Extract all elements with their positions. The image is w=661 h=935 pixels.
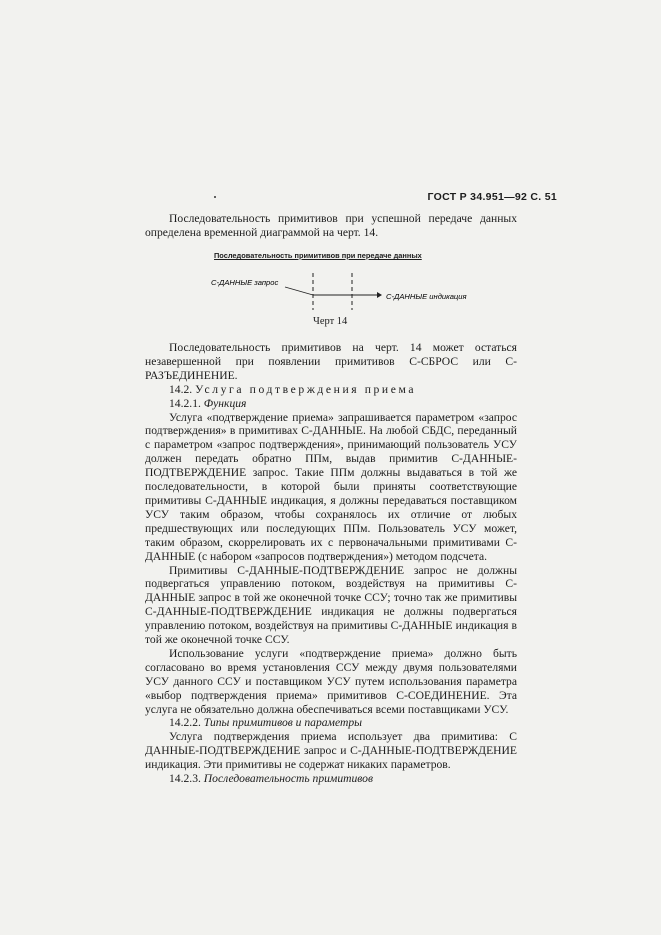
section-title: Функция [203, 396, 247, 410]
left-primitive-label: С-ДАННЫЕ запрос [211, 278, 279, 287]
function-paragraph-3: Использование услуги «подтверждение приема» должно быть согласовано во время установления ССУ между двумя пользователями УСУ данного ССУ и поставщиком УСУ путем использования параметра «выбор подтверждения приема» примитивов С-СОЕДИНЕНИЕ. Эта услуга не обязательно должна обеспечиваться всеми поставщиками УСУ. [145, 646, 517, 716]
section-number: 14.2. [169, 382, 193, 396]
timing-diagram [205, 270, 475, 315]
intro-block [145, 212, 517, 240]
types-paragraph: Услуга подтверждения приема использует два примитива: С ДАННЫЕ-ПОДТВЕРЖДЕНИЕ запрос и С-ДАННЫЕ-ПОДТВЕРЖДЕНИЕ индикация. Эти примитивы не содержат никаких параметров. [145, 730, 517, 772]
page-header: ГОСТ Р 34.951—92 С. 51 [427, 191, 557, 203]
section-number: 14.2.1. [169, 396, 201, 410]
section-14-2-heading [145, 383, 517, 397]
after-figure-paragraph: Последовательность примитивов на черт. 14 может остаться незавершенной при появлении примитивов С-СБРОС или С-РАЗЪЕДИНЕНИЕ. [145, 341, 517, 382]
body-block [145, 341, 517, 786]
section-title: Услуга подтверждения приема [195, 382, 417, 396]
figure-caption: Черт 14 [313, 316, 348, 327]
section-number: 14.2.3. [169, 772, 201, 786]
figure-title: Последовательность примитивов при передаче данных [214, 251, 422, 260]
function-paragraph-1: Услуга «подтверждение приема» запрашивается параметром «запрос подтверждения» в примитивах С-ДАННЫЕ. На любой СБДС, переданный с параметром «запрос подтверждения», принимающий пользователь УСУ должен передать обратно ППм, выдав примитив С-ДАННЫЕ-ПОДТВЕРЖДЕНИЕ запрос. Такие ППм должны выдаваться в той же последовательности, в которой были приняты соответствующие примитивы С-ДАННЫЕ индикация, я должны передаваться поставщиком УСУ таким образом, чтобы сохранялось их отличие от любых предшествующих или последующих ППм. Пользователь УСУ может, таким образом, скоррелировать их с первоначальными примитивами С-ДАННЫЕ (с набором «запросов подтверждения») методом подсчета. [145, 410, 517, 563]
speck [214, 196, 216, 198]
section-title: Последовательность примитивов [203, 772, 373, 786]
section-14-2-1-heading [145, 397, 517, 411]
arrow-head [377, 292, 382, 298]
section-14-2-2-heading [145, 716, 517, 730]
section-title: Типы примитивов и параметры [203, 716, 362, 730]
section-number: 14.2.2. [169, 716, 201, 730]
right-primitive-label: С-ДАННЫЕ индикация [386, 292, 467, 301]
intro-paragraph: Последовательность примитивов при успешной передаче данных определена временной диаграммой на черт. 14. [145, 212, 517, 239]
function-paragraph-2: Примитивы С-ДАННЫЕ-ПОДТВЕРЖДЕНИЕ запрос не должны подвергаться управлению потоком, воздействуя на примитивы С-ДАННЫЕ запрос в той же оконечной точке ССУ; точно так же примитивы С-ДАННЫЕ-ПОДТВЕРЖДЕНИЕ индикация не должны подвергаться управлению потоком, воздействуя на примитивы С-ДАННЫЕ индикация в той же оконечной точке ССУ. [145, 563, 517, 647]
section-14-2-3-heading [145, 772, 517, 786]
request-arrow [285, 287, 313, 295]
